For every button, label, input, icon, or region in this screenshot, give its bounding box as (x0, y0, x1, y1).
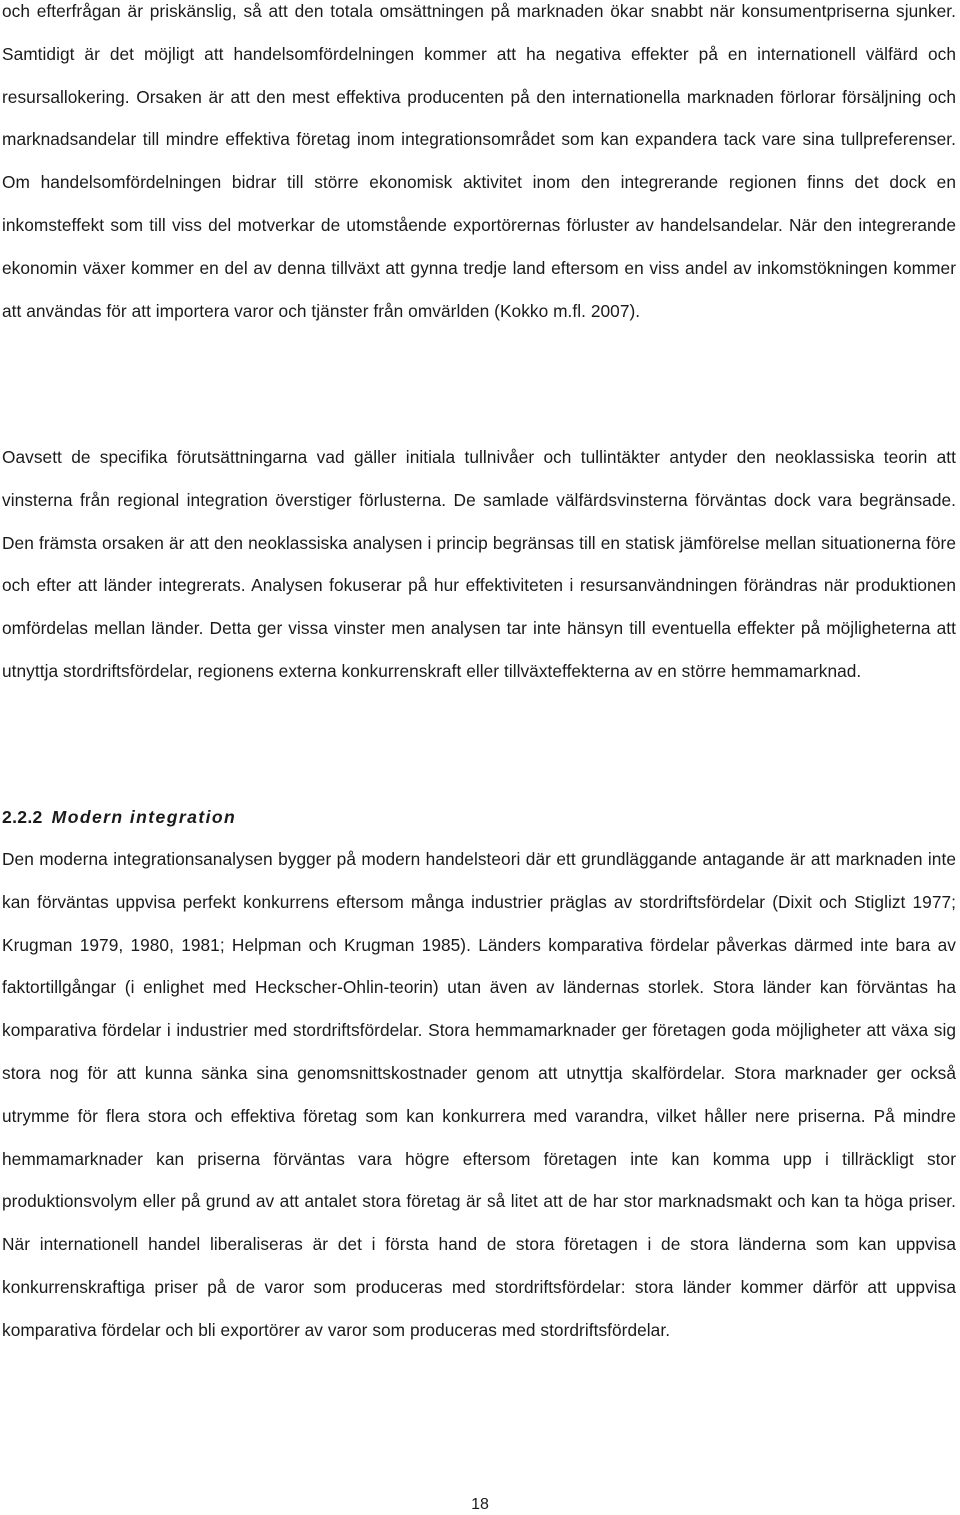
section-title: Modern integration (51, 807, 237, 827)
body-paragraph-3: Den moderna integrationsanalysen bygger på modern handelsteori där ett grundläggande antagande är att marknaden inte kan förväntas uppvisa perfekt konkurrens eftersom många industrier präglas av stordriftsfördelar (Dixit och Stiglizt 1977; Krugman 1979, 1980, 1981; Helpman och Krugman 1985). Länders komparativa fördelar påverkas därmed inte bara av faktortillgångar (i enlighet med Heckscher-Ohlin-teorin) utan även av ländernas storlek. Stora länder kan förväntas ha komparativa fördelar i industrier med stordriftsfördelar. Stora hemmamarknader ger företagen goda möjligheter att växa sig stora nog för att kunna sänka sina genomsnittskostnader genom att utnyttja skalfördelar. Stora marknader ger också utrymme för flera stora och effektiva företag som kan konkurrera med varandra, vilket håller nere priserna. På mindre hemmamarknader kan priserna förväntas vara högre eftersom företagen inte kan komma upp i tillräckligt stor produktionsvolym eller på grund av att antalet stora företag är så litet att de har stor marknadsmakt och kan ta höga priser. När internationell handel liberaliseras är det i första hand de stora företagen i de stora länderna som kan uppvisa konkurrenskraftiga priser på de varor som produceras med stordriftsfördelar: stora länder kommer därför att uppvisa komparativa fördelar och bli exportörer av varor som produceras med stordriftsfördelar. (2, 849, 956, 1340)
body-paragraph-1: och efterfrågan är priskänslig, så att den totala omsättningen på marknaden ökar snabbt när konsumentpriserna sjunker. Samtidigt är det möjligt att handelsomfördelningen kommer att ha negativa effekter på en internationell välfärd och resursallokering. Orsaken är att den mest effektiva producenten på den internationella marknaden förlorar försäljning och marknadsandelar till mindre effektiva företag inom integrationsområdet som kan expandera tack vare sina tullpreferenser. Om handelsomfördelningen bidrar till större ekonomisk aktivitet inom den integrerande regionen finns det dock en inkomsteffekt som till viss del motverkar de utomstående exportörernas förluster av handelsandelar. När den integrerande ekonomin växer kommer en del av denna tillväxt att gynna tredje land eftersom en viss andel av inkomstökningen kommer att användas för att importera varor och tjänster från omvärlden (Kokko m.fl. 2007). (2, 1, 956, 321)
section-heading (2, 797, 236, 837)
body-paragraph-2: Oavsett de specifika förutsättningarna vad gäller initiala tullnivåer och tullintäkter antyder den neoklassiska teorin att vinsterna från regional integration överstiger förlusterna. De samlade välfärdsvinsterna förväntas dock vara begränsade. Den främsta orsaken är att den neoklassiska analysen i princip begränsas till en statisk jämförelse mellan situationerna före och efter att länder integrerats. Analysen fokuserar på hur effektiviteten i resursanvändningen förändras när produktionen omfördelas mellan länder. Detta ger vissa vinster men analysen tar inte hänsyn till eventuella effekter på möjligheterna att utnyttja stordriftsfördelar, regionens externa konkurrenskraft eller tillväxteffekterna av en större hemmamarknad. (2, 447, 956, 681)
section-number: 2.2.2 (2, 807, 43, 827)
page-number: 18 (471, 1496, 489, 1513)
